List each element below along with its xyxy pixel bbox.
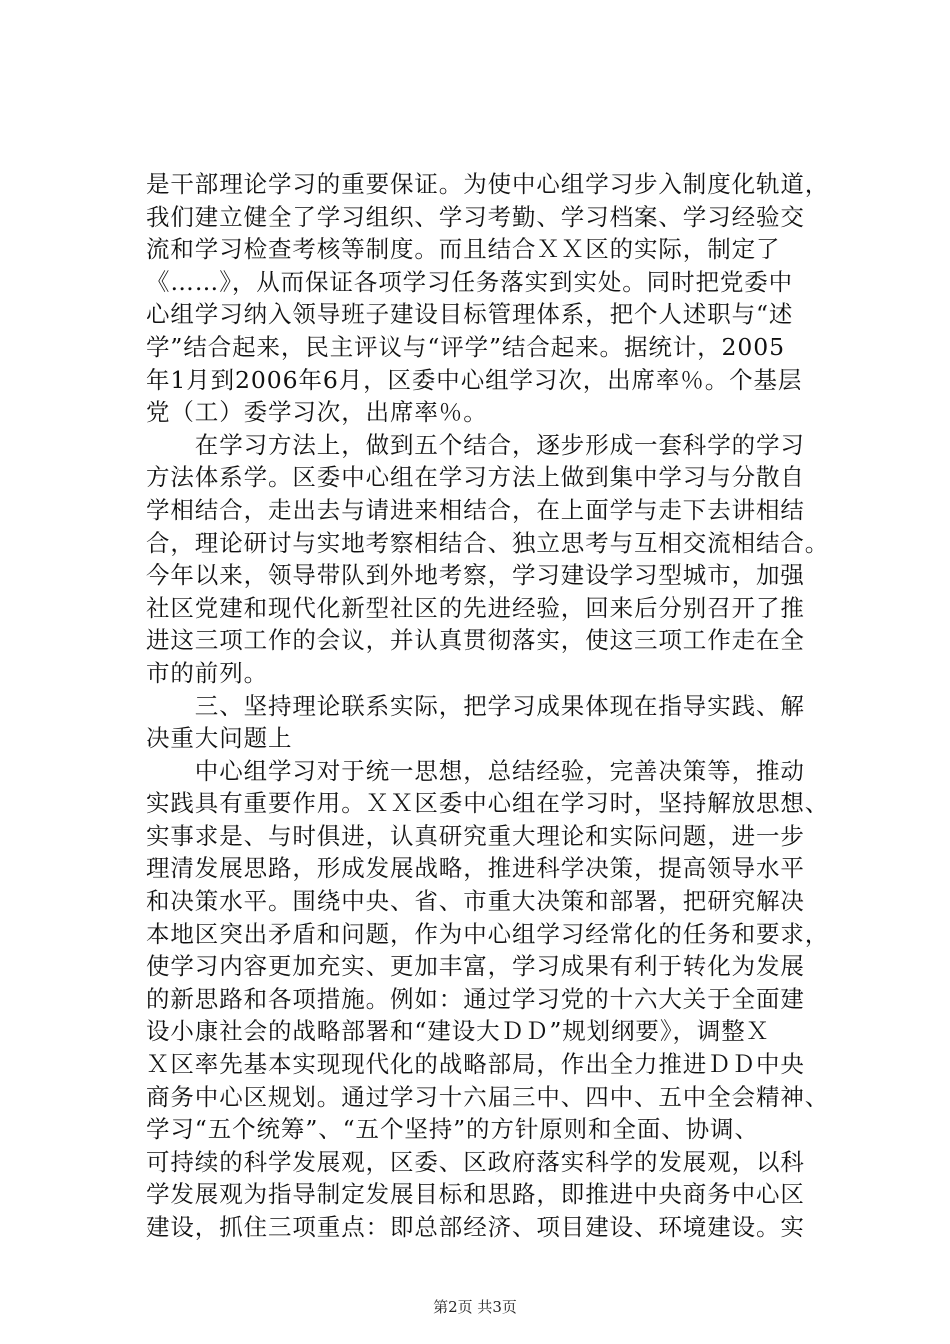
text-line: 中心组学习对于统一思想，总结经验，完善决策等，推动 (146, 756, 805, 785)
text-line: 心组学习纳入领导班子建设目标管理体系，把个人述职与“述 (146, 300, 794, 329)
text-line: 理清发展思路，形成发展战略，推进科学决策，提高领导水平 (146, 854, 805, 883)
text-line: 在学习方法上，做到五个结合，逐步形成一套科学的学习 (146, 430, 805, 459)
text-line: 学习“五个统筹”、“五个坚持”的方针原则和全面、协调、 (146, 1115, 759, 1144)
text-line: 《……》，从而保证各项学习任务落实到实处。同时把党委中 (146, 267, 794, 296)
text-line: 是干部理论学习的重要保证。为使中心组学习步入制度化轨道， (146, 170, 830, 198)
text-line: 建设，抓住三项重点：即总部经济、项目建设、环境建设。实 (146, 1213, 805, 1241)
text-line: Ｘ区率先基本实现现代化的战略部局，作出全力推进ＤＤ中央 (146, 1050, 805, 1079)
text-line: 学相结合，走出去与请进来相结合，在上面学与走下去讲相结 (146, 495, 805, 524)
text-line: 我们建立健全了学习组织、学习考勤、学习档案、学习经验交 (146, 202, 805, 231)
text-line: 合，理论研讨与实地考察相结合、独立思考与互相交流相结合。 (146, 528, 830, 557)
text-line: 设小康社会的战略部署和“建设大ＤＤ”规划纲要》，调整Ｘ (146, 1017, 771, 1046)
page-footer: 第2页 共3页 (433, 1298, 517, 1316)
text-line: 学发展观为指导制定发展目标和思路，即推进中央商务中心区 (146, 1180, 805, 1209)
text-line: 三、坚持理论联系实际，把学习成果体现在指导实践、解 (146, 691, 805, 720)
text-line: 今年以来，领导带队到外地考察，学习建设学习型城市，加强 (146, 561, 805, 590)
text-line: 实事求是、与时俱进，认真研究重大理论和实际问题，进一步 (146, 821, 805, 850)
text-line: 决重大问题上 (146, 724, 293, 753)
text-line: 实践具有重要作用。ＸＸ区委中心组在学习时，坚持解放思想、 (146, 789, 830, 818)
text-line: 进这三项工作的会议，并认真贯彻落实，使这三项工作走在全 (146, 626, 805, 655)
text-line: 市的前列。 (146, 658, 268, 687)
document-body (146, 168, 836, 1244)
text-line: 可持续的科学发展观，区委、区政府落实科学的发展观，以科 (146, 1147, 805, 1176)
text-line: 的新思路和各项措施。例如：通过学习党的十六大关于全面建 (146, 984, 805, 1013)
text-line: 流和学习检查考核等制度。而且结合ＸＸ区的实际，制定了 (146, 235, 781, 264)
text-line: 商务中心区规划。通过学习十六届三中、四中、五中全会精神、 (146, 1082, 830, 1111)
text-line: 使学习内容更加充实、更加丰富，学习成果有利于转化为发展 (146, 952, 805, 981)
text-line: 本地区突出矛盾和问题，作为中心组学习经常化的任务和要求， (146, 919, 830, 948)
text-line: 年1月到2006年6月，区委中心组学习次，出席率％。个基层 (146, 365, 803, 394)
text-line: 党（工）委学习次，出席率％。 (146, 398, 488, 427)
text-line: 学”结合起来，民主评议与“评学”结合起来。据统计，2005 (146, 332, 785, 361)
text-line: 和决策水平。围绕中央、省、市重大决策和部署，把研究解决 (146, 887, 805, 916)
text-line: 社区党建和现代化新型社区的先进经验，回来后分别召开了推 (146, 593, 805, 622)
text-line: 方法体系学。区委中心组在学习方法上做到集中学习与分散自 (146, 463, 805, 492)
